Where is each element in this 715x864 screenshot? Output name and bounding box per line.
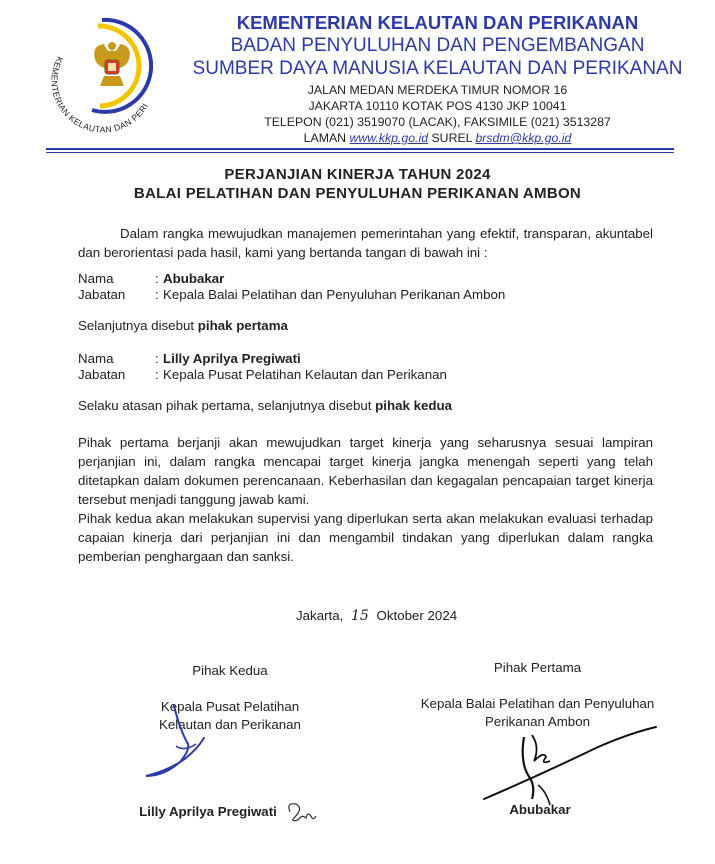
party2-name-colon: : — [155, 351, 159, 366]
party2-designation — [78, 398, 452, 413]
party1-designation — [78, 318, 288, 333]
left-signer-position-line2: Kelautan dan Perikanan — [159, 717, 301, 732]
agency-name-line2: SUMBER DAYA MANUSIA KELAUTAN DAN PERIKANAN — [192, 58, 683, 79]
party1-designation-term: pihak pertama — [197, 318, 288, 333]
right-signer-position-line2: Perikanan Ambon — [485, 714, 590, 729]
handwritten-day: 15 — [351, 608, 369, 624]
document-title-line2: BALAI PELATIHAN DAN PENYULUHAN PERIKANAN AMBON — [133, 185, 582, 202]
left-handwritten-signature — [140, 700, 260, 790]
party1-name-colon: : — [155, 271, 159, 286]
contact-line — [180, 131, 695, 145]
ministry-name: KEMENTERIAN KELAUTAN DAN PERIKANAN — [236, 12, 639, 33]
document-title-line1: PERJANJIAN KINERJA TAHUN 2024 — [224, 166, 491, 183]
party2-position-label: Jabatan — [78, 367, 126, 382]
right-signer-position-line1: Kepala Balai Pelatihan dan Penyuluhan — [420, 696, 655, 711]
party2-designation-prefix: Selaku atasan pihak pertama, selanjutnya disebut — [78, 398, 372, 413]
intro-paragraph: Dalam rangka mewujudkan manajemen pemerintahan yang efektif, transparan, akuntabel dan berorientasi pada hasil, kami yang bertanda tangan di bawah ini : — [78, 226, 653, 260]
city: Jakarta, — [296, 608, 344, 623]
address-line3: TELEPON (021) 3519070 (LACAK), FAKSIMILE (021) 3513287 — [264, 115, 611, 129]
party1-name-label: Nama — [78, 271, 114, 286]
left-signer-position-line1: Kepala Pusat Pelatihan — [160, 699, 300, 714]
party1-designation-prefix: Selanjutnya disebut — [78, 318, 195, 333]
party2-position-colon: : — [155, 367, 159, 382]
address-line2: JAKARTA 10110 KOTAK POS 4130 JKP 10041 — [308, 99, 567, 113]
right-signer-role: Pihak Pertama — [493, 660, 582, 675]
party2-designation-term: pihak kedua — [375, 398, 453, 413]
ministry-logo — [36, 2, 180, 135]
website-link[interactable]: www.kkp.go.id — [349, 131, 429, 145]
party2-name: Lilly Aprilya Pregiwati — [163, 351, 301, 366]
svg-text:KEMENTERIAN KELAUTAN DAN PERIK — [37, 2, 150, 134]
party2-position: Kepala Pusat Pelatihan Kelautan dan Perikanan — [163, 367, 447, 382]
left-signer-role: Pihak Kedua — [192, 663, 268, 678]
supervision-paragraph: Pihak kedua akan melakukan supervisi yang diperlukan serta akan melakukan evaluasi terhadap capaian kinerja dari perjanjian ini dan mengambil tindakan yang diperlukan dalam rangka pemberian penghargaan dan sanksi. — [78, 511, 653, 564]
left-signer-name: Lilly Aprilya Pregiwati — [139, 804, 277, 819]
place-date — [296, 608, 457, 624]
party2-name-label: Nama — [78, 351, 114, 366]
agency-name-line1: BADAN PENYULUHAN DAN PENGEMBANGAN — [230, 35, 645, 56]
party1-position-label: Jabatan — [78, 287, 126, 302]
logo-ring-text: KEMENTERIAN KELAUTAN DAN PERIKANAN — [36, 2, 151, 135]
email-prefix: SUREL — [431, 131, 473, 145]
party1-name: Abubakar — [163, 271, 225, 286]
email-link[interactable]: brsdm@kkp.go.id — [475, 131, 572, 145]
initial-paraf — [284, 800, 318, 824]
web-prefix: LAMAN — [303, 131, 347, 145]
address-line1: JALAN MEDAN MERDEKA TIMUR NOMOR 16 — [307, 83, 568, 97]
letterhead-divider — [46, 148, 674, 153]
commitment-paragraph: Pihak pertama berjanji akan mewujudkan target kinerja yang seharusnya sesuai lampiran perjanjian ini, dalam rangka mencapai target kinerja jangka menengah seperti yang telah ditetapkan dalam dokumen perencanaan. Keberhasilan dan kegagalan pencapaian target kinerja tersebut menjadi tanggung jawab kami. — [78, 435, 653, 507]
right-signer-name: Abubakar — [509, 802, 571, 817]
month-year: Oktober 2024 — [376, 608, 458, 623]
party1-position: Kepala Balai Pelatihan dan Penyuluhan Perikanan Ambon — [163, 287, 506, 302]
party1-position-colon: : — [155, 287, 159, 302]
